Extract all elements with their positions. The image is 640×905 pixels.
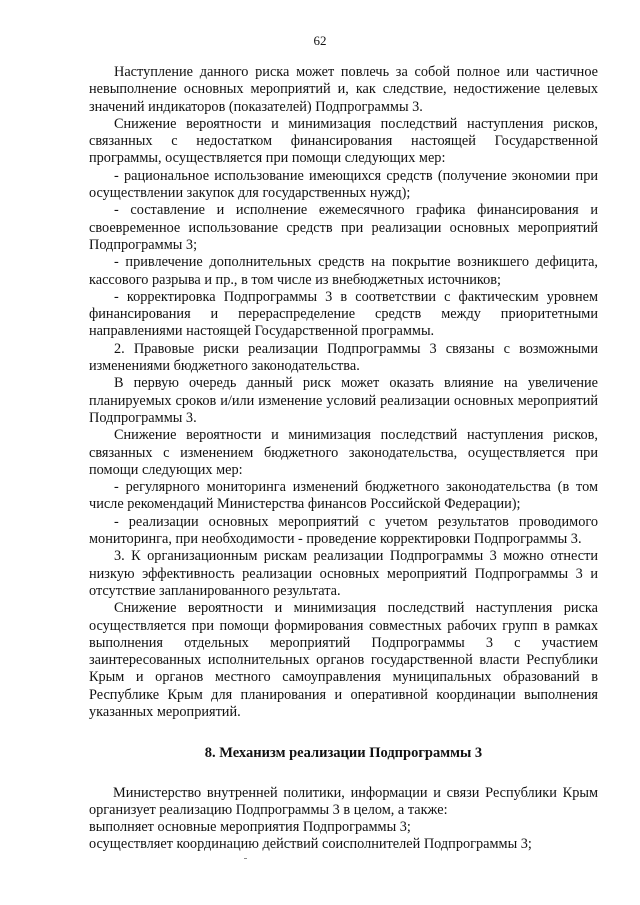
paragraph-coordinates-coexecutors: осуществляет координацию действий соисполнителей Подпрограммы 3; — [89, 836, 532, 853]
paragraph-legal-risks: 2. Правовые риски реализации Подпрограммы 3 связаны с возможными изменениями бюджетного законодательства. — [89, 340, 598, 375]
paragraph-ministry-organizes: Министерство внутренней политики, информации и связи Республики Крым организует реализацию Подпрограммы 3 в целом, а также: — [89, 784, 598, 818]
paragraph-legal-risk-impact: В первую очередь данный риск может оказать влияние на увеличение планируемых сроков и/или изменение условий реализации основных мероприятий Подпрограммы 3. — [89, 375, 598, 426]
paragraph-working-groups: Снижение вероятности и минимизация последствий наступления риска осуществляется при помощи формирования совместных рабочих групп в рамках выполнения отдельных мероприятий Подпрограммы 3 с участием заинтересованных исполнительных органов государственной власти Республики Крым и органов местного самоуправления муниципальных образований в Республике Крым для планирования и оперативной координации выполнения указанных мероприятий. — [89, 600, 598, 720]
scan-mark — [244, 858, 247, 859]
list-item-rational-use: - рациональное использование имеющихся средств (получение экономии при осуществлении закупок для государственных нужд); — [89, 167, 598, 202]
paragraph-organizational-risks: 3. К организационным рискам реализации Подпрограммы 3 можно отнести низкую эффективность реализации основных мероприятий Подпрограммы 3 и отсутствие запланированного результата. — [89, 548, 598, 599]
list-item-additional-funds: - привлечение дополнительных средств на покрытие возникшего дефицита, кассового разрыва и пр., в том числе из внебюджетных источников; — [89, 254, 598, 288]
list-item-program-adjustment: - корректировка Подпрограммы 3 в соответствии с фактическим уровнем финансирования и перераспределение средств между приоритетными направлениями настоящей Государственной программы. — [89, 288, 598, 340]
document-body — [89, 64, 598, 854]
list-item-monthly-schedule: - составление и исполнение ежемесячного графика финансирования и своевременное использование средств при реализации основных мероприятий Подпрограммы 3; — [89, 202, 598, 253]
list-item-implementation-monitoring: - реализации основных мероприятий с учетом результатов проводимого мониторинга, при необходимости - проведение корректировки Подпрограммы 3. — [89, 513, 598, 548]
page-number: 62 — [313, 33, 327, 48]
paragraph-financing-risk-measures-intro: Снижение вероятности и минимизация последствий наступления рисков, связанных с недостатком финансирования настоящей Государственной программы, осуществляется при помощи следующих мер: — [89, 115, 598, 167]
paragraph-performs-activities: выполняет основные мероприятия Подпрограммы 3; — [89, 819, 411, 836]
section-heading: 8. Механизм реализации Подпрограммы 3 — [204, 745, 483, 762]
paragraph-risk-consequence: Наступление данного риска может повлечь за собой полное или частичное невыполнение основных мероприятий и, как следствие, недостижение целевых значений индикаторов (показателей) Подпрограммы 3. — [89, 64, 598, 115]
list-item-regular-monitoring: - регулярного мониторинга изменений бюджетного законодательства (в том числе рекомендаций Министерства финансов Российской Федерации); — [89, 479, 598, 513]
paragraph-legal-risk-measures-intro: Снижение вероятности и минимизация последствий наступления рисков, связанных с изменением бюджетного законодательства, осуществляется при помощи следующих мер: — [89, 427, 598, 478]
